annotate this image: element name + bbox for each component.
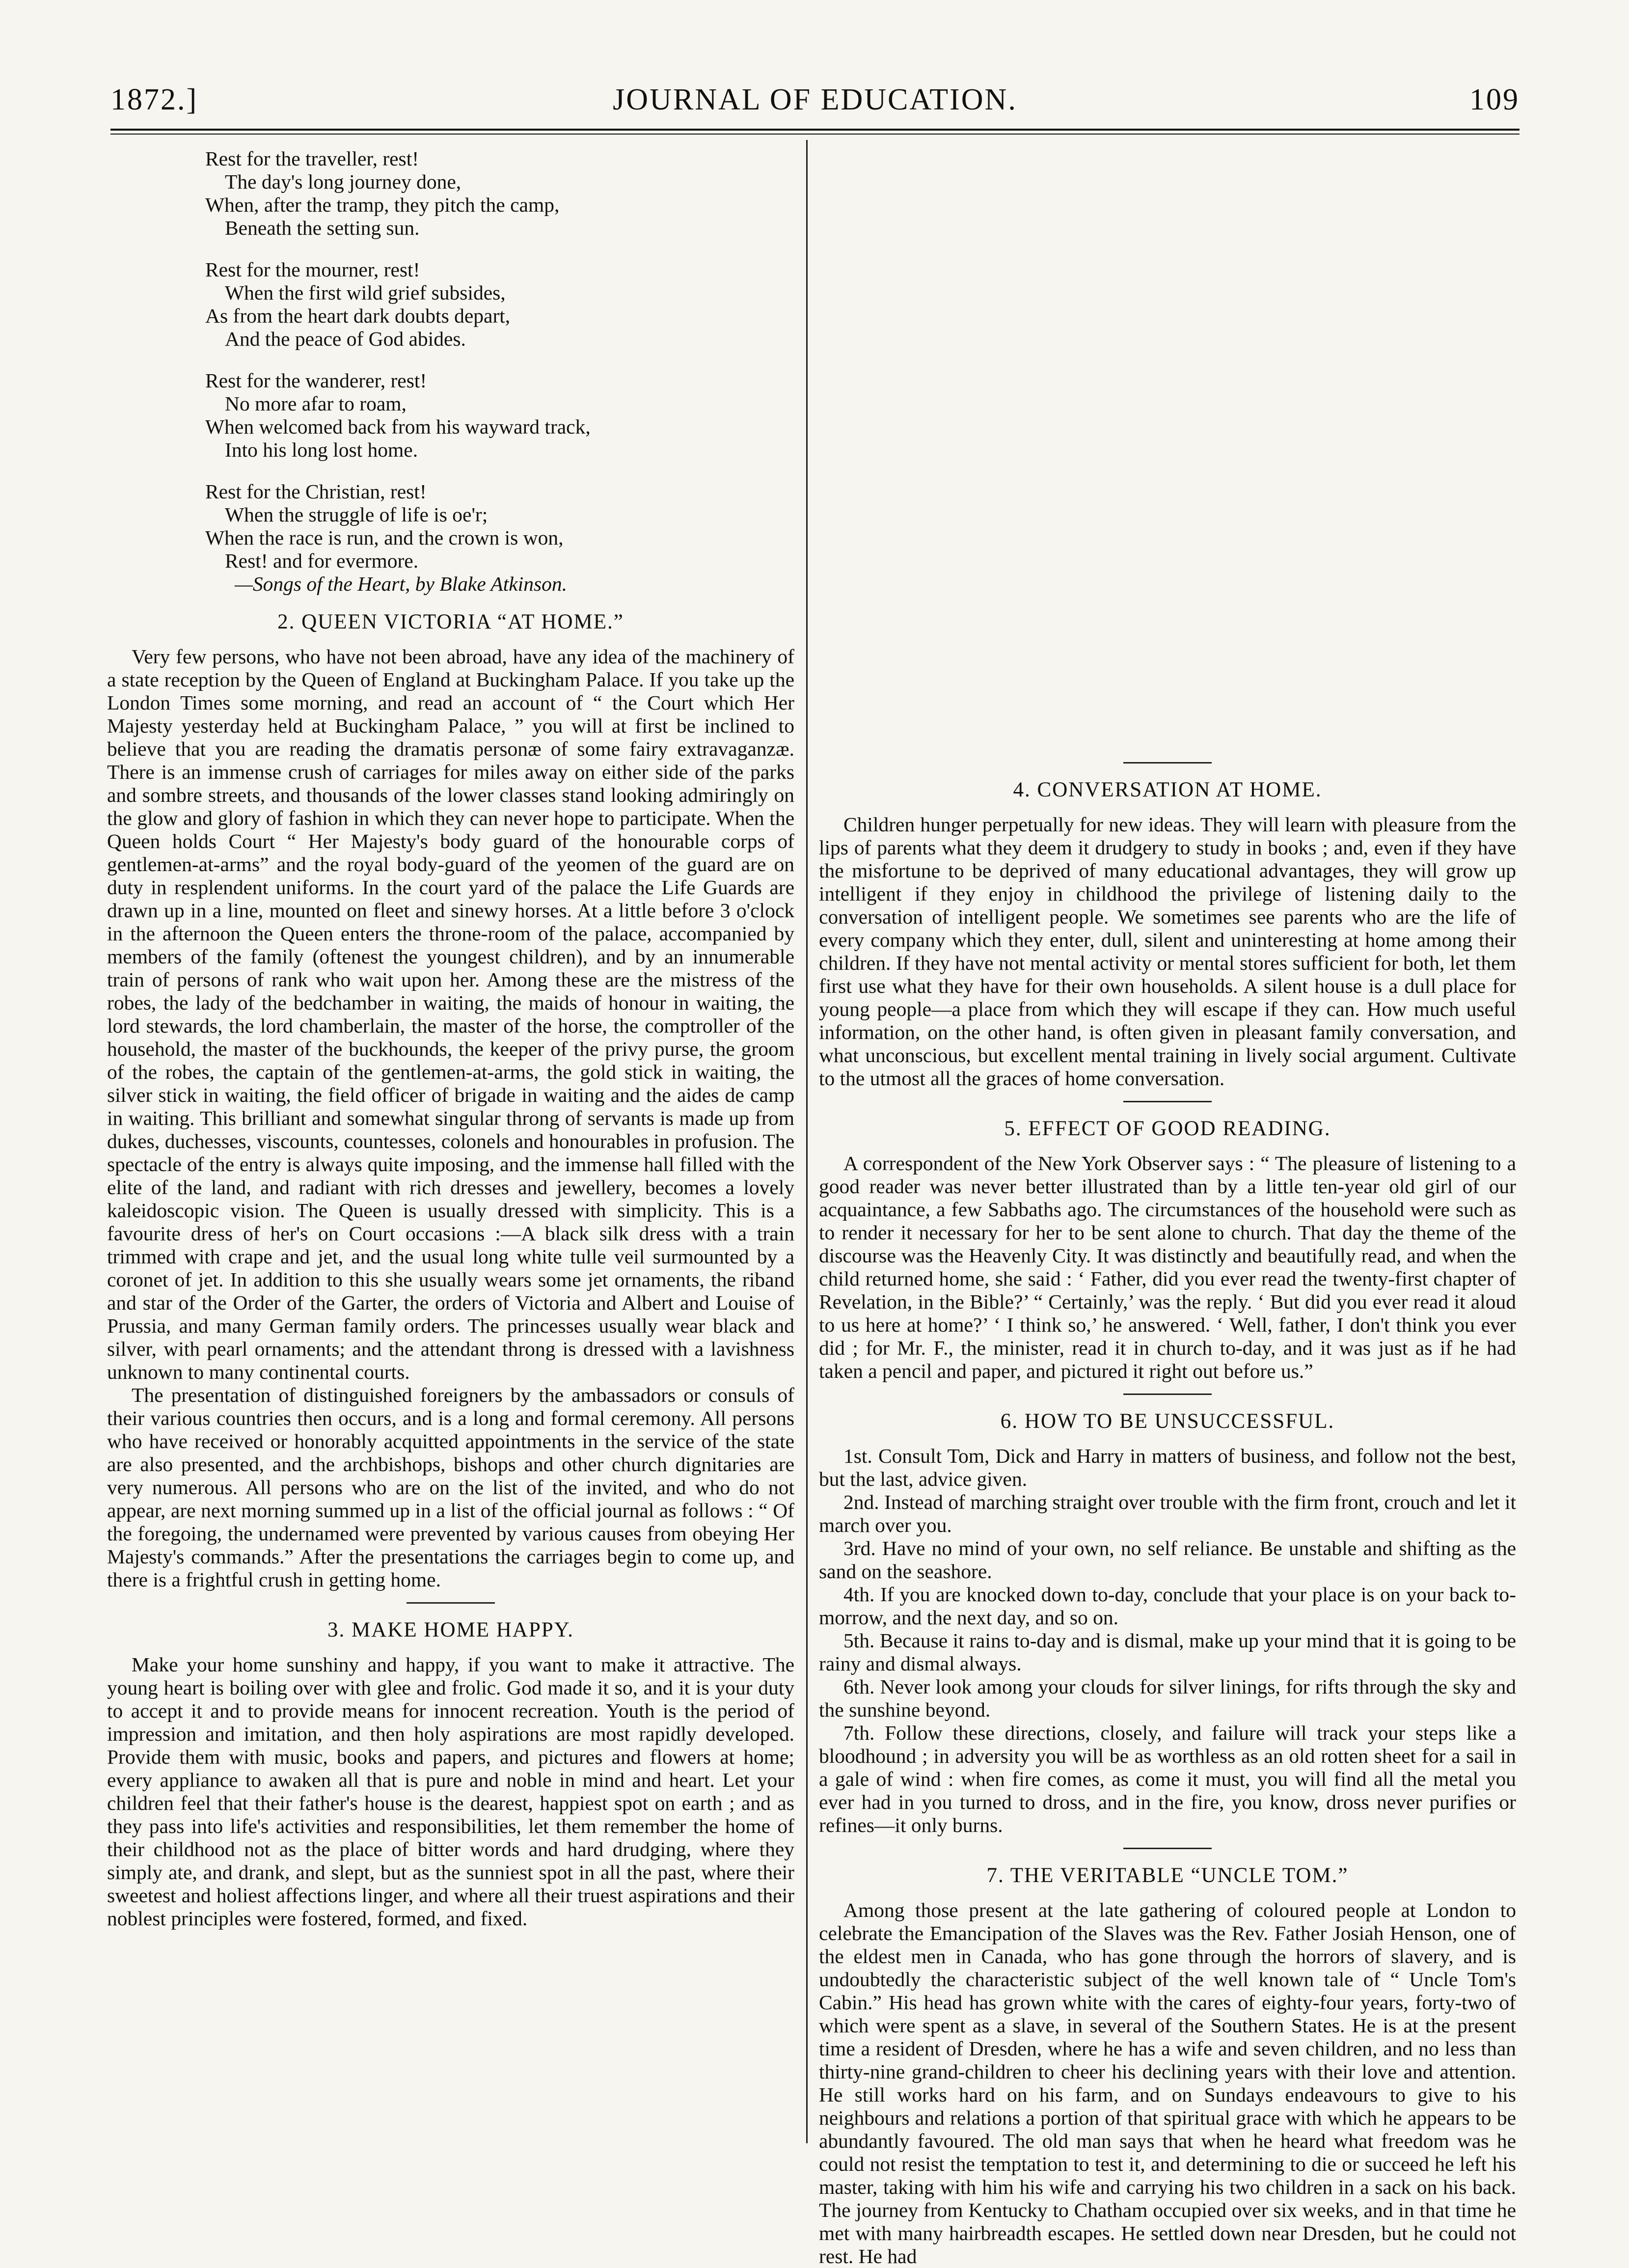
poem-line: Beneath the setting sun. [225,217,420,239]
poem-line: When the first wild grief subsides, [225,281,506,304]
poem-line: And the peace of God abides. [225,328,466,350]
poem-stanza [205,258,794,351]
poem-stanza [205,480,794,596]
poem-line: Rest for the mourner, rest! [205,258,420,281]
poem [205,147,794,596]
poem-line: When, after the tramp, they pitch the camp, [205,193,560,216]
header-rule-thin [110,134,1520,135]
poem-line: Rest for the traveller, rest! [205,147,419,170]
section-heading: 7. THE VERITABLE “UNCLE TOM.” [986,1864,1349,1887]
page-number: 109 [1469,83,1520,116]
poem-line: When welcomed back from his wayward track, [205,415,591,438]
section-queen-victoria [107,610,794,1591]
header-year: 1872.] [110,83,198,116]
poem-line: Into his long lost home. [225,438,418,461]
section-make-home-happy [107,1602,794,1930]
paragraph: Make your home sunshiny and happy, if you want to make it attractive. The young heart is boiling over with glee and frolic. God made it so, and it is your duty to accept it and to provide means for innocent recreation. Youth is the period of impression and imitation, and then holy aspirations are most rapidly developed. Provide them with music, books and papers, and pictures and flowers at home; every appliance to awaken all that is pure and noble in mind and heart. Let your children feel that their father's house is the dearest, happiest spot on earth ; and as they pass into life's activities and responsibilities, let them remember the home of their childhood not as the place of bitter words and hard drudging, where they simply ate, and drank, and slept, but as the sunniest spot in all the past, where their sweetest and holiest affections linger, and where all their truest aspirations and their noblest principles were fostered, formed, and fixed. [107,1653,794,1930]
paragraph: Among those present at the late gathering of coloured people at London to celebrate the Emancipation of the Slaves was the Rev. Father Josiah Henson, one of the eldest men in Canada, who has gone through the horrors of slavery, and is undoubtedly the characteristic subject of the well known tale of “ Uncle Tom's Cabin.” His head has grown white with the cares of eighty-four years, forty-two of which were spent as a slave, in several of the Southern States. He is at the present time a resident of Dresden, where he has a wife and seven children, and no less than thirty-nine grand-children to cheer his declining years with their love and attention. He still works hard on his farm, and on Sundays endeavours to give to his neighbours and relations a portion of that spiritual grace with which he appears to be abundantly favoured. The old man says that when he heard what freedom was he could not resist the temptation to test it, and determining to die or succeed he left his master, taking with him his wife and carrying his two children in a sack on his back. The journey from Kentucky to Chatham occupied over six weeks, and in that time he met with many hairbreadth escapes. He settled down near Dresden, but he could not rest. He had [819,1899,1516,2268]
poem-line: Rest for the wanderer, rest! [205,369,427,392]
column-divider [806,140,808,2143]
poem-stanza [205,369,794,462]
poem-line: When the race is run, and the crown is won, [205,526,564,549]
list-item: 5th. Because it rains to-day and is dismal, make up your mind that it is going to be rainy and dismal always. [819,1629,1516,1675]
section-heading: 6. HOW TO BE UNSUCCESSFUL. [1000,1410,1335,1433]
section-heading: 4. CONVERSATION AT HOME. [1013,778,1322,801]
section-heading: 2. QUEEN VICTORIA “AT HOME.” [277,610,624,633]
paragraph: Very few persons, who have not been abroad, have any idea of the machinery of a state reception by the Queen of England at Buckingham Palace. If you take up the London Times some morning, and read an account of “ the Court which Her Majesty yesterday held at Buckingham Palace, ” you will at first be inclined to believe that you are reading the dramatis personæ of some fairy extravaganzæ. There is an immense crush of carriages for miles away on either side of the parks and sombre streets, and thousands of the lower classes stand looking admiringly on the glow and glory of fashion in which they can never hope to participate. When the Queen holds Court “ Her Majesty's body guard of the honourable corps of gentlemen-at-arms” and the royal body-guard of the yeomen of the guard are on duty in resplendent uniforms. In the court yard of the palace the Life Guards are drawn up in a line, mounted on fleet and sinewy horses. At a little before 3 o'clock in the afternoon the Queen enters the throne-room of the palace, accompanied by members of the family (oftenest the youngest children), and by an innumerable train of persons of rank who wait upon her. Among these are the mistress of the robes, the lady of the bedchamber in waiting, the maids of honour in waiting, the lord stewards, the lord chamberlain, the master of the horse, the comptroller of the household, the master of the buckhounds, the keeper of the privy purse, the groom of the robes, the captain of the gentlemen-at-arms, the gold stick in waiting, the silver stick in waiting, the field officer of brigade in waiting and the aides de camp in waiting. This brilliant and somewhat singular throng of servants is made up from dukes, duchesses, viscounts, countesses, colonels and honourables in profusion. The spectacle of the entry is always quite imposing, and the immense hall filled with the elite of the land, and radiant with rich dresses and jewellery, becomes a lovely kaleidoscopic vision. The Queen is usually dressed with simplicity. This is a favourite dress of her's on Court occasions :—A black silk dress with a train trimmed with crape and jet, and the usual long white tulle veil surmounted by a coronet of jet. In addition to this she usually wears some jet ornaments, the riband and star of the Order of the Garter, the orders of Victoria and Albert and Louise of Prussia, and many German family orders. The princesses usually wear black and silver, with pearl ornaments; and the attendant throng is dressed with a lavishness unknown to many continental courts. [107,645,794,1383]
poem-line: Rest for the Christian, rest! [205,480,427,503]
list-item: 1st. Consult Tom, Dick and Harry in matters of business, and follow not the best, but the last, advice given. [819,1445,1516,1490]
poem-attribution: —Songs of the Heart, by Blake Atkinson. [235,573,567,595]
section-good-reading [819,1101,1516,1383]
list-item: 7th. Follow these directions, closely, and failure will track your steps like a bloodhound ; in adversity you will be as worthless as an old rotten sheet for a sail in a gale of wind : when fire comes, as come it must, you will find all the metal you ever had in you turned to dross, and in the fire, you know, dross never purifies or refines—it only burns. [819,1721,1516,1836]
section-uncle-tom [819,1848,1516,2268]
section-heading: 5. EFFECT OF GOOD READING. [1004,1117,1331,1140]
journal-title: JOURNAL OF EDUCATION. [613,83,1017,116]
running-header [110,82,1520,127]
section-heading: 3. MAKE HOME HAPPY. [327,1618,574,1641]
poem-line: Rest! and for evermore. [225,549,419,572]
section-conversation [819,762,1516,1090]
list-item: 4th. If you are knocked down to-day, conclude that your place is on your back to-morrow, and the next day, and so on. [819,1583,1516,1629]
poem-stanza [205,147,794,240]
section-rule [407,1602,495,1604]
poem-line: The day's long journey done, [225,170,462,193]
list-item: 3rd. Have no mind of your own, no self reliance. Be unstable and shifting as the sand on the seashore. [819,1537,1516,1583]
header-rule [110,129,1520,131]
paragraph: A correspondent of the New York Observer says : “ The pleasure of listening to a good reader was never better illustrated than by a little ten-year old girl of our acquaintance, a few Sabbaths ago. The circumstances of the household were such as to render it necessary for her to be sent alone to church. That day the theme of the discourse was the Heavenly City. It was distinctly and beautifully read, and when the child returned home, she said : ‘ Father, did you ever read the twenty-first chapter of Revelation, in the Bible?’ “ Certainly,’ was the reply. ‘ But did you ever read it aloud to us here at home?’ ‘ I think so,’ he answered. ‘ Well, father, I don't think you ever did ; for Mr. F., the minister, read it in church to-day, and it was just as if he had taken a pencil and paper, and pictured it right out before us.” [819,1152,1516,1382]
poem-line: No more afar to roam, [225,392,407,415]
list-item: 2nd. Instead of marching straight over trouble with the firm front, crouch and let it march over you. [819,1491,1516,1536]
section-rule [1123,1394,1212,1395]
section-rule [1123,1101,1212,1102]
section-rule [1123,1848,1212,1849]
paragraph: Children hunger perpetually for new ideas. They will learn with pleasure from the lips of parents what they deem it drudgery to study in books ; and, even if they have the misfortune to be deprived of many educational advantages, they will grow up intelligent if they enjoy in childhood the privilege of listening daily to the conversation of intelligent people. We sometimes see parents who are the life of every company which they enter, dull, silent and uninteresting at home among their children. If they have not mental activity or mental stores sufficient for both, let them first use what they have for their own households. A silent house is a dull place for young people—a place from which they will escape if they can. How much useful information, on the other hand, is often given in pleasant family conversation, and what unconscious, but excellent mental training in lively social argument. Cultivate to the utmost all the graces of home conversation. [819,813,1516,1090]
poem-line: When the struggle of life is oe'r; [225,503,488,526]
left-column [107,147,794,1930]
section-rule [1123,762,1212,764]
section-unsuccessful [819,1394,1516,1837]
paragraph: The presentation of distinguished foreigners by the ambassadors or consuls of their various countries then occurs, and is a long and formal ceremony. All persons who have received or honorably acquitted appointments in the service of the state are also presented, and the archbishops, bishops and other church dignitaries are very numerous. All persons who are on the list of the invited, and who do not appear, are next morning summed up in a list of the official journal as follows : “ Of the foregoing, the undernamed were prevented by various causes from obeying Her Majesty's commands.” After the presentations the carriages begin to come up, and there is a frightful crush in getting home. [107,1384,794,1591]
right-column [819,751,1516,2268]
list-item: 6th. Never look among your clouds for silver linings, for rifts through the sky and the sunshine beyond. [819,1675,1516,1721]
poem-line: As from the heart dark doubts depart, [205,304,511,327]
